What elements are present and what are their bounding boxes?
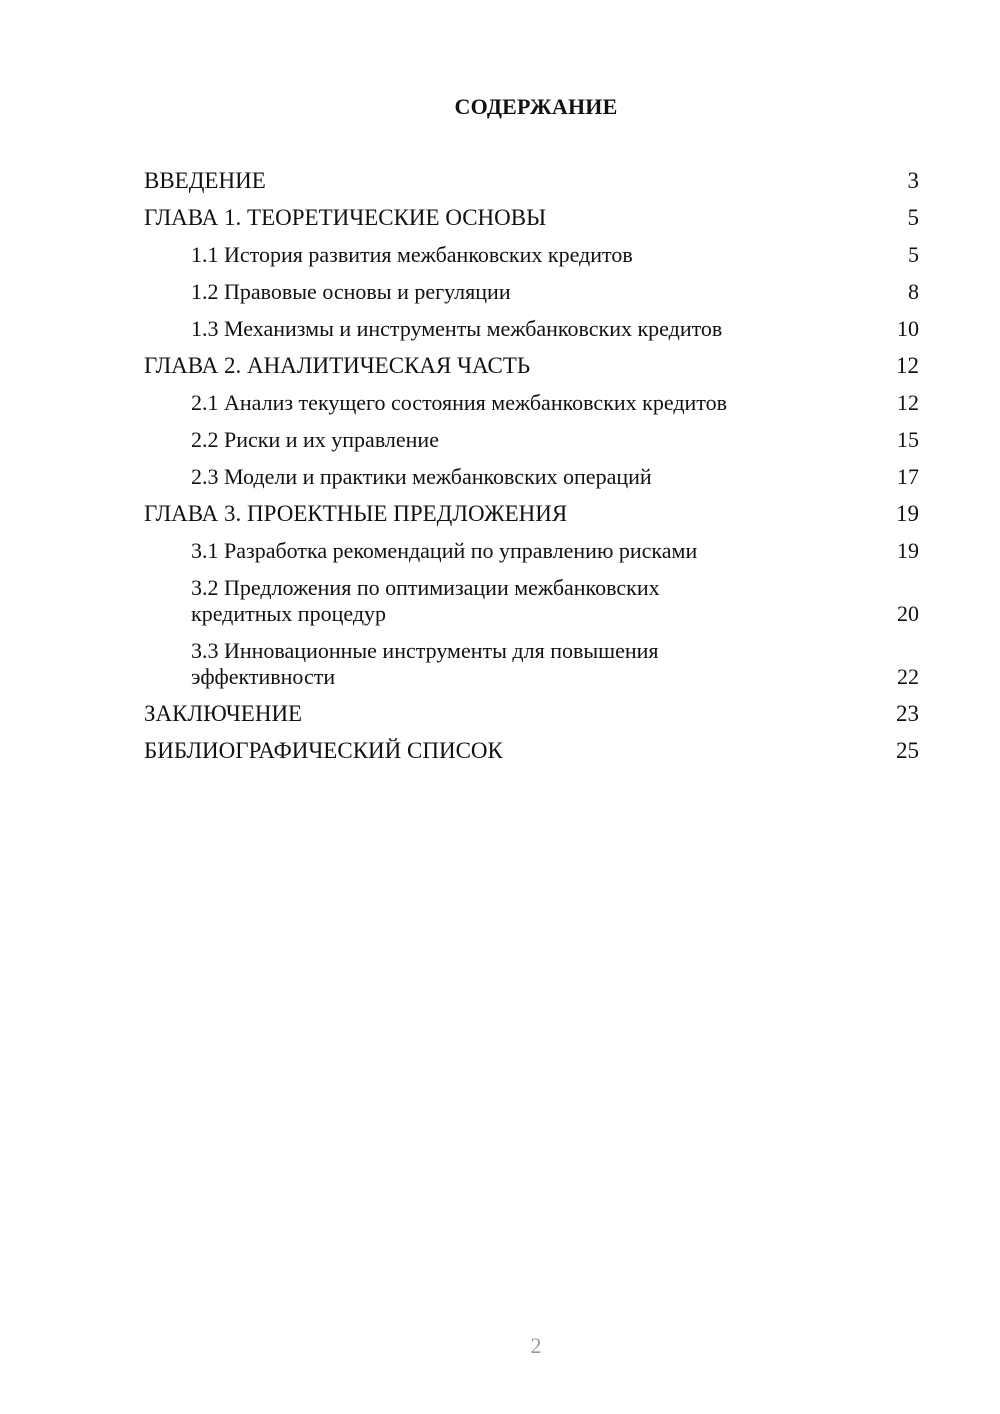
toc-entry-page: 12 <box>897 390 919 415</box>
toc-entry-page: 19 <box>896 501 919 526</box>
toc-entry-chapter-3[interactable] <box>144 501 919 527</box>
toc-entry-page: 20 <box>897 601 919 626</box>
toc-entry-text: ГЛАВА 1. ТЕОРЕТИЧЕСКИЕ ОСНОВЫ <box>144 205 547 230</box>
toc-entry-text: БИБЛИОГРАФИЧЕСКИЙ СПИСОК <box>144 738 503 763</box>
toc-entry-section-3-1[interactable] <box>144 538 919 564</box>
toc-entry-text: 3.1 Разработка рекомендаций по управлению рисками <box>191 538 698 563</box>
toc-entry-section-2-3[interactable] <box>144 464 919 490</box>
toc-entry-text: ВВЕДЕНИЕ <box>144 168 266 193</box>
toc-entry-text: 3.3 Инновационные инструменты для повышения эффективности <box>191 638 659 689</box>
toc-entry-page: 22 <box>897 664 919 689</box>
toc-entry-text: ГЛАВА 3. ПРОЕКТНЫЕ ПРЕДЛОЖЕНИЯ <box>144 501 568 526</box>
toc-entry-page: 15 <box>897 427 919 452</box>
toc-entry-text: 2.2 Риски и их управление <box>191 427 439 452</box>
toc-entry-section-1-1[interactable] <box>144 242 919 268</box>
toc-entry-page: 12 <box>896 353 919 378</box>
toc-entry-text: ЗАКЛЮЧЕНИЕ <box>144 701 303 726</box>
toc-entry-chapter-2[interactable] <box>144 353 919 379</box>
toc-entry-text: 1.2 Правовые основы и регуляции <box>191 279 511 304</box>
toc-entry-text: 3.2 Предложения по оптимизации межбанковских кредитных процедур <box>191 575 660 626</box>
toc-entry-conclusion[interactable] <box>144 701 919 727</box>
toc-entry-page: 25 <box>896 738 919 763</box>
toc-entry-page: 5 <box>907 205 919 230</box>
toc-entry-section-2-1[interactable] <box>144 390 919 416</box>
page-title: СОДЕРЖАНИЕ <box>454 94 618 119</box>
toc-entry-page: 23 <box>896 701 919 726</box>
toc-entry-page: 3 <box>907 168 919 193</box>
toc-entry-text: 2.3 Модели и практики межбанковских операций <box>191 464 652 489</box>
toc-entry-text: ГЛАВА 2. АНАЛИТИЧЕСКАЯ ЧАСТЬ <box>144 353 531 378</box>
toc-entry-chapter-1[interactable] <box>144 205 919 231</box>
page-number: 2 <box>530 1333 542 1358</box>
toc-entry-bibliography[interactable] <box>144 738 919 764</box>
toc-entry-text: 1.3 Механизмы и инструменты межбанковских кредитов <box>191 316 723 341</box>
toc-entry-introduction[interactable] <box>144 168 919 194</box>
table-of-contents <box>144 168 919 775</box>
toc-entry-section-1-2[interactable] <box>144 279 919 305</box>
toc-entry-page: 5 <box>908 242 919 267</box>
toc-entry-section-3-3[interactable] <box>144 638 919 690</box>
toc-entry-text: 2.1 Анализ текущего состояния межбанковских кредитов <box>191 390 727 415</box>
toc-entry-section-2-2[interactable] <box>144 427 919 453</box>
toc-entry-section-1-3[interactable] <box>144 316 919 342</box>
toc-entry-page: 8 <box>908 279 919 304</box>
toc-entry-page: 10 <box>897 316 919 341</box>
toc-entry-page: 17 <box>897 464 919 489</box>
toc-entry-text: 1.1 История развития межбанковских кредитов <box>191 242 633 267</box>
toc-entry-section-3-2[interactable] <box>144 575 919 627</box>
toc-entry-page: 19 <box>897 538 919 563</box>
